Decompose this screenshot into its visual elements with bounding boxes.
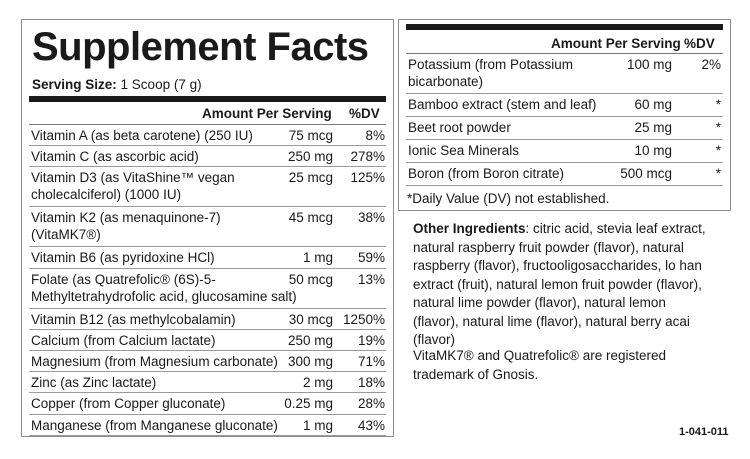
nutrient-row — [29, 351, 386, 372]
nutrient-name-line: Copper (from Copper gluconate) — [31, 396, 226, 412]
nutrient-name-line: Vitamin D3 (as VitaShine™ vegan — [31, 170, 235, 186]
nutrient-dv: 8% — [365, 128, 385, 143]
nutrient-name-line: Magnesium (from Magnesium carbonate) — [31, 354, 278, 369]
nutrient-dv: 13% — [357, 271, 385, 287]
other-ingredients — [413, 220, 713, 350]
nutrient-dv: 38% — [357, 210, 385, 226]
nutrient-name-line: Potassium (from Potassium — [408, 57, 574, 72]
nutrient-row — [29, 309, 386, 330]
nutrient-row — [29, 393, 386, 414]
nutrient-name — [408, 165, 564, 182]
product-code: 1-041-011 — [679, 426, 729, 438]
nutrient-row — [29, 372, 386, 393]
nutrient-name-line: Boron (from Boron citrate) — [408, 166, 565, 181]
nutrient-name-line: Folate (as Quatrefolic® (6S)-5- — [31, 271, 216, 287]
serving-size — [32, 77, 202, 92]
nutrient-amount: 2 mg — [302, 375, 333, 391]
amount-header: Amount Per Serving — [202, 106, 332, 121]
amount-header: Amount Per Serving — [551, 36, 681, 51]
nutrient-row — [406, 140, 723, 163]
nutrient-name-line: cholecalciferol) (1000 IU) — [31, 187, 182, 203]
nutrient-dv: 19% — [357, 332, 385, 348]
nutrient-amount: 60 mg — [634, 97, 672, 112]
nutrient-row — [29, 167, 386, 207]
nutrient-row — [29, 207, 386, 247]
panel-title: Supplement Facts — [32, 25, 369, 69]
nutrient-dv: 43% — [357, 417, 385, 433]
nutrient-name-line: Bamboo extract (stem and leaf) — [408, 97, 597, 112]
nutrient-row — [29, 146, 386, 167]
nutrient-name-line: Vitamin C (as ascorbic acid) — [31, 149, 199, 165]
nutrient-name — [31, 148, 199, 165]
dv-header: %DV — [349, 106, 380, 121]
header-rule — [406, 24, 723, 30]
nutrient-dv: 1250% — [342, 311, 385, 327]
nutrient-name-line: Calcium (from Calcium lactate) — [31, 332, 216, 348]
nutrient-name-line: Vitamin B12 (as methylcobalamin) — [31, 311, 236, 327]
nutrient-name — [31, 169, 235, 203]
nutrient-dv: 125% — [350, 170, 385, 186]
nutrient-amount: 300 mg — [287, 354, 333, 369]
nutrient-name — [408, 56, 573, 90]
nutrient-amount: 75 mcg — [288, 128, 333, 143]
header-rule — [29, 96, 386, 102]
nutrient-row — [406, 94, 723, 117]
nutrient-amount: 25 mg — [634, 120, 672, 135]
other-ingredients-label: Other Ingredients — [413, 221, 526, 236]
nutrient-row — [29, 330, 386, 351]
supplement-facts-panel — [21, 19, 394, 437]
nutrient-amount: 50 mcg — [288, 271, 333, 287]
nutrient-dv: 59% — [357, 250, 385, 266]
nutrient-amount: 45 mcg — [288, 210, 333, 226]
serving-size-label: Serving Size: — [32, 77, 117, 92]
other-ingredients-text: : citric acid, stevia leaf extract, natural raspberry fruit powder (flavor), natural raspberry (flavor), fructooligosaccharides, lo han extract (fruit), natural lemon fruit powder (flavor), natural lime powder (flavor), natural lemon (flavor), natural lime (flavor), natural berry acai (flavor) — [413, 221, 706, 347]
nutrient-amount: 25 mcg — [288, 170, 333, 186]
nutrient-amount: 500 mcg — [620, 166, 672, 181]
nutrient-row — [406, 117, 723, 140]
nutrient-name-line: Methyltetrahydrofolic acid, glucosamine salt) — [31, 288, 297, 304]
nutrient-name — [31, 249, 215, 266]
nutrient-amount: 1 mg — [302, 417, 333, 433]
nutrient-name — [31, 311, 236, 328]
nutrient-dv: 18% — [357, 375, 385, 391]
dv-footnote: *Daily Value (DV) not established. — [407, 191, 610, 206]
nutrient-name-line: Vitamin A (as beta carotene) (250 IU) — [31, 128, 253, 143]
nutrient-dv: 71% — [357, 354, 385, 369]
nutrient-amount: 10 mg — [634, 143, 672, 158]
nutrient-name-line: bicarbonate) — [408, 74, 484, 89]
nutrient-row — [29, 247, 386, 268]
nutrient-name — [408, 142, 519, 159]
nutrient-row — [29, 125, 386, 146]
nutrient-name — [31, 209, 221, 243]
nutrient-name-line: Beet root powder — [408, 120, 511, 135]
nutrient-row — [406, 54, 723, 94]
nutrient-dv: 278% — [350, 149, 385, 165]
nutrient-name — [31, 374, 156, 391]
nutrient-name-line: Ionic Sea Minerals — [408, 143, 520, 158]
nutrient-name — [31, 395, 225, 412]
nutrient-name — [31, 271, 297, 305]
nutrient-dv: * — [715, 166, 721, 181]
nutrient-amount: 100 mg — [626, 57, 672, 72]
nutrient-name-line: (VitaMK7®) — [31, 227, 101, 243]
nutrient-row — [29, 415, 386, 436]
serving-size-value: 1 Scoop (7 g) — [120, 77, 202, 92]
supplement-facts-continued — [398, 19, 731, 211]
nutrient-amount: 250 mg — [287, 332, 333, 348]
nutrient-name — [408, 96, 596, 113]
nutrient-row — [29, 269, 386, 309]
nutrient-dv: 28% — [357, 396, 385, 412]
nutrient-name-line: Vitamin B6 (as pyridoxine HCl) — [31, 250, 215, 266]
dv-header: %DV — [684, 36, 715, 51]
nutrient-name — [31, 353, 278, 370]
nutrient-name — [408, 119, 511, 136]
nutrient-name — [31, 417, 278, 434]
nutrient-amount: 250 mg — [287, 149, 333, 165]
nutrient-row — [406, 163, 723, 186]
nutrient-dv: * — [715, 97, 721, 112]
nutrient-name-line: Zinc (as Zinc lactate) — [31, 375, 157, 391]
nutrient-name-line: Manganese (from Manganese gluconate) — [31, 417, 278, 433]
nutrient-name — [31, 332, 216, 349]
nutrient-dv: * — [715, 143, 721, 158]
nutrient-amount: 30 mcg — [288, 311, 333, 327]
nutrient-dv: * — [715, 120, 721, 135]
nutrient-name — [31, 127, 253, 144]
nutrient-amount: 1 mg — [302, 250, 333, 266]
trademark-note: VitaMK7® and Quatrefolic® are registered trademark of Gnosis. — [413, 348, 667, 382]
nutrient-amount: 0.25 mg — [284, 396, 333, 412]
nutrient-dv: 2% — [701, 57, 721, 72]
nutrient-name-line: Vitamin K2 (as menaquinone-7) — [31, 210, 221, 226]
